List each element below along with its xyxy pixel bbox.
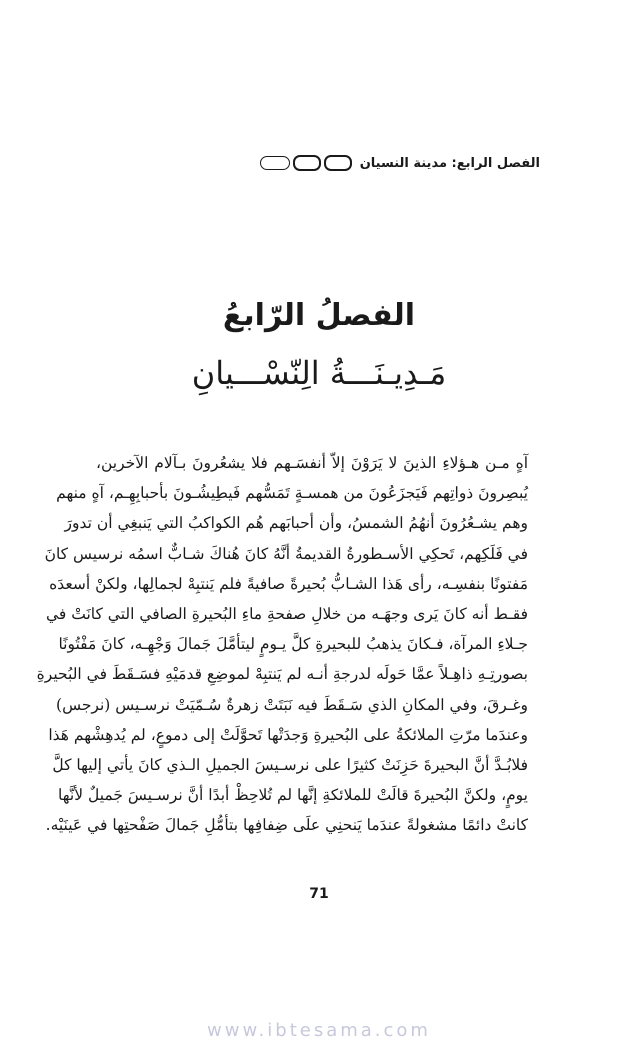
body-line: في فَلَكِهم، تَحكِي الأسـطورةُ القديمةُ أنَّهُ كانَ هُناكَ شـابٌّ اسمُه نرسيس كانَ [44,544,528,563]
body-line: وعندَما مرّتِ الملائكةُ على البُحيرةِ وَجدَتْها تَحوَّلَتْ إلى دموعٍ، لم يُدهِشْهم هَذا [48,725,528,744]
running-header [100,150,540,176]
body-line: وهم يشـعُرُونَ أنهُمُ الشمسُ، وأن أحبابَهم هُم الكواكبُ التي يَنبغِي أن تدورَ [64,514,528,533]
body-line: فلابُـدَّ أنَّ البحيرةَ حَزِنَتْ كثيرًا على نرسـيسَ الجميلِ الـذي كانَ يأتي إليها كلَّ [52,755,528,774]
ornament-pill-icon [324,155,352,171]
page-number: 71 [309,886,329,902]
body-line: جـلاءِ المرآة، فـكانَ يذهبُ للبحيرةِ كلَّ يـومٍ ليتأمَّلَ جَمالَ وَجْهِـه، كانَ مَفْتُونًا [58,635,528,654]
body-line: بصورتِـهِ ذاهِـلاً عمَّا حَولَه لدرجةِ أنـه لم يَنتبِهْ لموضِعِ قدمَيْهِ فسَـقَطَ في البُحيرةِ [36,665,528,684]
chapter-heading: الفصلُ الرّابعُ [222,298,416,333]
body-line: مَفتونًا بنفسِـه، رأى هَذا الشـابُّ بُحيرةً صافيةً فلم يَنتبِهْ لجمالِها، ولكنْ أسعدَه [49,574,528,593]
header-ornament-icon [260,155,352,171]
ornament-pill-outline-icon [260,156,290,170]
watermark-link[interactable]: www.ibtesama.com [207,1020,431,1041]
body-line: آهٍ مـن هـؤلاءِ الذينَ لا يَرَوْنَ إلاّ أنفسَـهم فلا يشعُرونَ بـآلام الآخرين، [96,454,528,472]
chapter-title: مَـدِيـنَـــةُ الِنّسْـــيانِ [191,354,447,392]
body-line: فقـط أنه كانَ يَرى وجهَـه من خلالِ صفحةِ ماءِ البُحيرةِ الصافي التي كانَتْ في [45,604,528,623]
body-line: يومٍ، ولكنَّ البُحيرةَ قالَتْ للملائكةِ إنَّها لم تُلاحِظْ أبدًا أنَّ نرسـيسَ جَميلٌ لأنَّها [58,786,528,805]
body-line: وغـرقَ، وفي المكانِ الذي سَـقَطَ فيه نَبَتَتْ زهرةٌ سُـمّيَتْ نرسـيس (نرجس) [56,695,528,714]
body-text [36,448,528,840]
body-line: كانتْ دائمًا مشغولةً عندَما يَنحنِي علَى ضِفافِها بتأمُّلِ جَمالَ صَفْحتِها في عَينَيْه. [45,816,528,835]
body-line: يُبصِرونَ ذواتِهم فَيَجزَعُونَ من همسـةٍ تَمَسُّهم فَيطِيشُـونَ بأحبابِهِـم، آهٍ منهم [56,484,528,503]
ornament-pill-icon [293,155,321,171]
running-header-title: الفصل الرابع: مدينة النسيان [359,155,540,171]
